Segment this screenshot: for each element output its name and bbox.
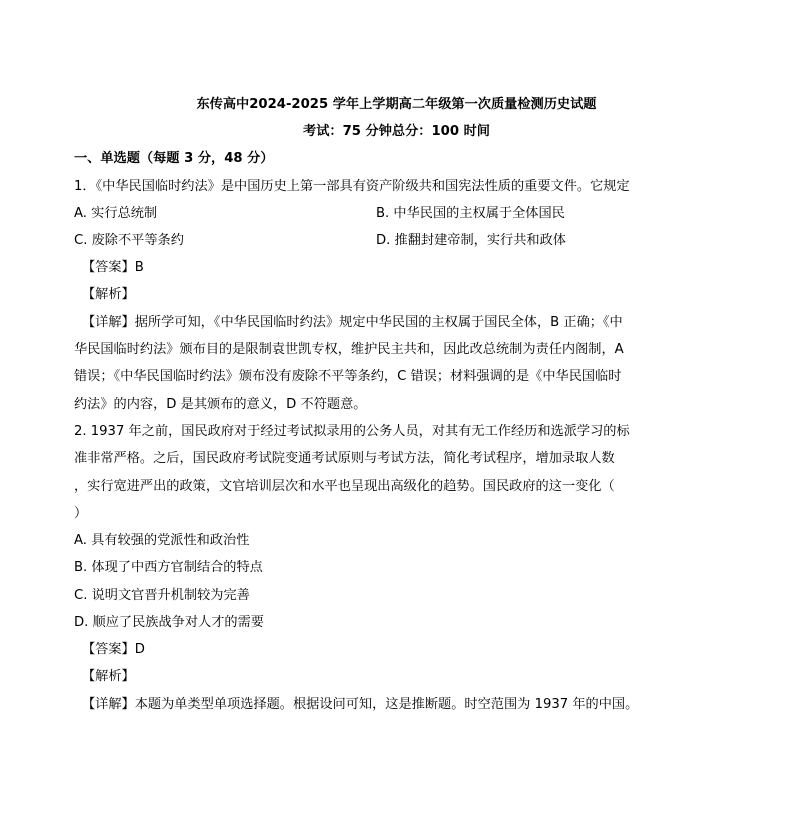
q2-stem-line: 准非常严格。之后，国民政府考试院变通考试原则与考试方法，简化考试程序，增加录取人数 [74,451,615,466]
q1-option-b: B. 中华民国的主权属于全体国民 [376,206,565,221]
q2-option-d: D. 顺应了民族战争对人才的需要 [74,615,264,630]
q1-detail-line: 华民国临时约法》颁布目的是限制袁世凯专权，维护民主共和，因此改总统制为责任内阁制，A [74,342,624,357]
q2-answer: 【答案】D [82,642,145,657]
q2-option-c: C. 说明文官晋升机制较为完善 [74,588,250,603]
exam-info: 考试：75 分钟总分：100 时间 [303,124,490,139]
q1-option-c: C. 废除不平等条约 [74,233,184,248]
section-heading: 一、单选题（每题 3 分，48 分） [74,151,274,166]
q1-option-a: A. 实行总统制 [74,206,158,221]
q2-stem-line: ） [74,506,88,521]
q1-detail-line: 错误；《中华民国临时约法》颁布没有废除不平等条约，C 错误；材料强调的是《中华民国临时 [74,369,622,384]
q2-detail-line: 【详解】本题为单类型单项选择题。根据设问可知，这是推断题。时空范围为 1937 年的中国。 [82,697,639,712]
q1-answer: 【答案】B [82,260,144,275]
q1-analysis-label: 【解析】 [82,287,135,302]
q1-stem: 1．《中华民国临时约法》是中国历史上第一部具有资产阶级共和国宪法性质的重要文件。它规定 [74,179,630,194]
q2-stem-line: ，实行宽进严出的政策，文官培训层次和水平也呈现出高级化的趋势。国民政府的这一变化（ [74,479,615,494]
q1-option-d: D. 推翻封建帝制，实行共和政体 [376,233,566,248]
q1-detail-line: 约法》的内容，D 是其颁布的意义，D 不符题意。 [74,397,367,412]
q2-option-b: B. 体现了中西方官制结合的特点 [74,560,263,575]
q2-option-a: A. 具有较强的党派性和政治性 [74,533,250,548]
q2-analysis-label: 【解析】 [82,669,135,684]
q1-detail-line: 【详解】据所学可知，《中华民国临时约法》规定中华民国的主权属于国民全体，B 正确；《中 [82,315,623,330]
q2-stem-line: 2. 1937 年之前，国民政府对于经过考试拟录用的公务人员，对其有无工作经历和选派学习的标 [74,424,630,439]
document-title: 东传高中2024-2025 学年上学期高二年级第一次质量检测历史试题 [196,97,597,112]
